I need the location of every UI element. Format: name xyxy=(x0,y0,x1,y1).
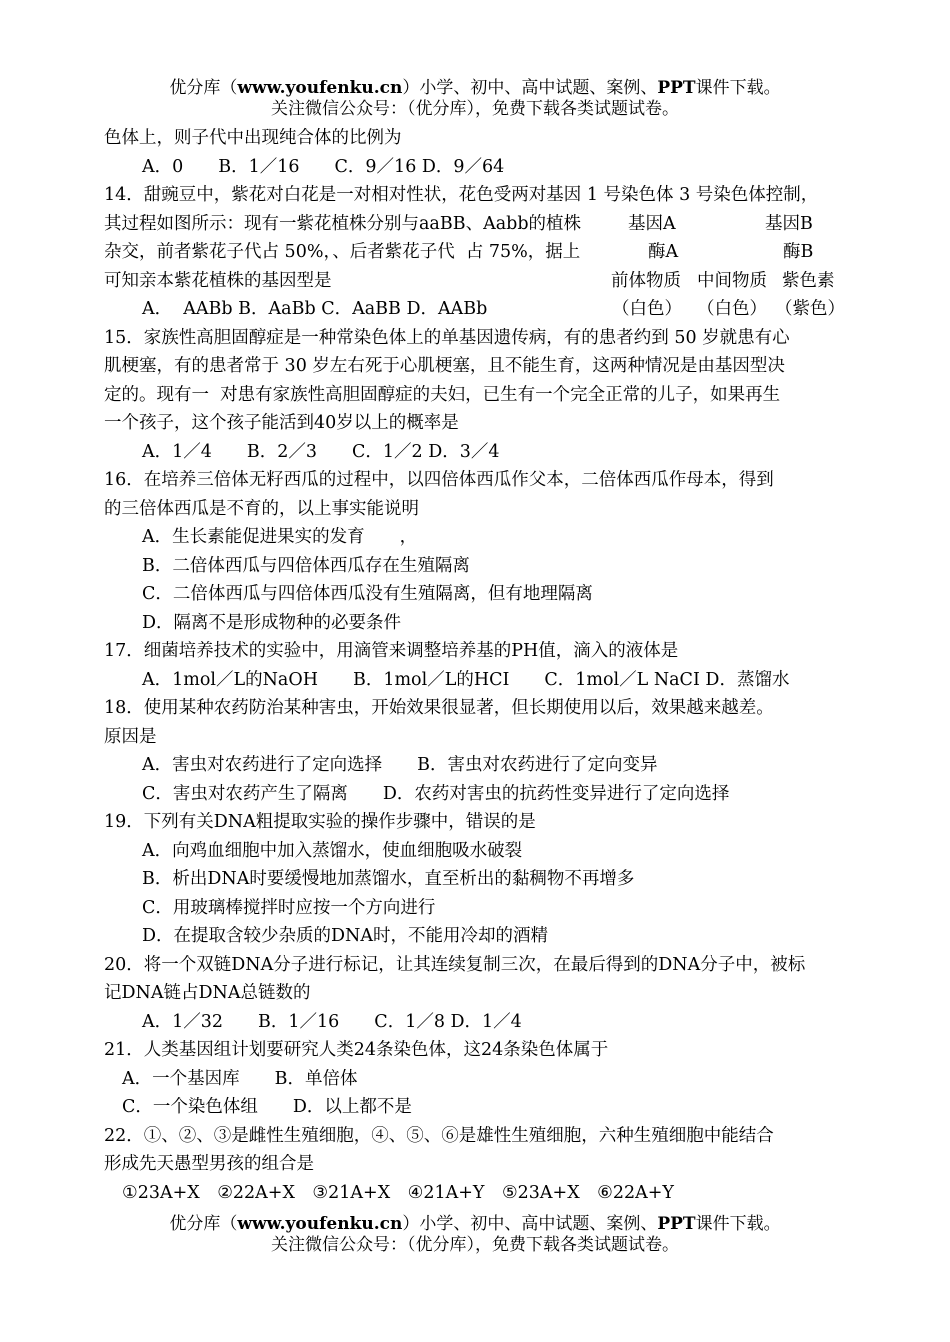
q15-line-3: 定的。现有一 对患有家族性高胆固醇症的夫妇，已生有一个完全正常的儿子，如果再生 xyxy=(104,385,781,405)
footer-line-2: 关注微信公众号：（优分库），免费下载各类试题试卷。 xyxy=(271,1235,679,1255)
q19-option-c: C．用玻璃棒搅拌时应按一个方向进行 xyxy=(142,898,436,918)
q18-options-cd: C．害虫对农药产生了隔离 D．农药对害虫的抗药性变异进行了定向选择 xyxy=(142,784,730,804)
q18-options-ab: A．害虫对农药进行了定向选择 B．害虫对农药进行了定向变异 xyxy=(142,755,658,775)
diagram-gene-b: 基因B xyxy=(765,214,813,234)
footer-text: 课件下载。 xyxy=(695,1214,781,1234)
q16-line-1: 16．在培养三倍体无籽西瓜的过程中，以四倍体西瓜作父本，二倍体西瓜作母本，得到 xyxy=(104,470,774,490)
diagram-precursor: 前体物质 xyxy=(611,271,681,291)
q19-line-1: 19．下列有关DNA粗提取实验的操作步骤中，错误的是 xyxy=(104,812,536,832)
q13-continuation: 色体上，则子代中出现纯合体的比例为 xyxy=(104,128,402,148)
footer-line-1 xyxy=(0,1214,950,1234)
diagram-enzyme-b: 酶B xyxy=(783,242,814,262)
q16-line-2: 的三倍体西瓜是不育的，以上事实能说明 xyxy=(104,499,419,519)
q21-options-ab: A．一个基因库 B．单倍体 xyxy=(122,1069,358,1089)
q14-options: A． AABb B．AaBb C．AaBB D．AABb xyxy=(142,299,488,319)
header-line-1 xyxy=(0,78,950,98)
q16-option-a: A．生长素能促进果实的发育 ， xyxy=(142,527,418,547)
header-site-link[interactable]: www.youfenku.cn xyxy=(237,78,403,98)
q21-options-cd: C．一个染色体组 D．以上都不是 xyxy=(122,1097,412,1117)
q20-options: A．1／32 B．1／16 C．1／8 D．1／4 xyxy=(142,1012,522,1032)
diagram-purple-color: （紫色） xyxy=(775,299,845,319)
header-text: ）小学、初中、高中试题、案例、 xyxy=(402,78,658,98)
q14-line-4: 可知亲本紫花植株的基因型是 xyxy=(104,271,332,291)
q14-line-3: 杂交，前者紫花子代占 50%，、后者紫花子代 占 75%，据上 xyxy=(104,242,581,262)
footer-text: PPT xyxy=(657,1214,696,1234)
q22-line-1: 22．①、②、③是雌性生殖细胞，④、⑤、⑥是雄性生殖细胞，六种生殖细胞中能结合 xyxy=(104,1126,774,1146)
q17-line-1: 17．细菌培养技术的实验中，用滴管来调整培养基的PH值，滴入的液体是 xyxy=(104,641,679,661)
diagram-enzyme-a: 酶A xyxy=(648,242,679,262)
q18-line-2: 原因是 xyxy=(104,727,157,747)
q14-line-1: 14．甜豌豆中，紫花对白花是一对相对性状，花色受两对基因 1 号染色体 3 号染色体控制， xyxy=(104,185,819,205)
header-text: 优分库（ xyxy=(169,78,238,98)
q20-line-1: 20．将一个双链DNA分子进行标记，让其连续复制三次，在最后得到的DNA分子中，被标 xyxy=(104,955,806,975)
q15-options: A．1／4 B．2／3 C．1／2 D．3／4 xyxy=(142,442,500,462)
q19-option-a: A．向鸡血细胞中加入蒸馏水，使血细胞吸水破裂 xyxy=(142,841,523,861)
q15-line-2: 肌梗塞，有的患者常于 30 岁左右死于心肌梗塞，且不能生育，这两种情况是由基因型决 xyxy=(104,356,785,376)
header-text: PPT xyxy=(657,78,696,98)
q19-option-b: B．析出DNA时要缓慢地加蒸馏水，直至析出的黏稠物不再增多 xyxy=(142,869,635,889)
header-text: 课件下载。 xyxy=(695,78,781,98)
q16-option-d: D．隔离不是形成物种的必要条件 xyxy=(142,613,402,633)
q15-line-4: 一个孩子，这个孩子能活到40岁以上的概率是 xyxy=(104,413,459,433)
header-line-2: 关注微信公众号：（优分库），免费下载各类试题试卷。 xyxy=(271,99,679,119)
q20-line-2: 记DNA链占DNA总链数的 xyxy=(104,983,311,1003)
q15-line-1: 15．家族性高胆固醇症是一种常染色体上的单基因遗传病，有的患者约到 50 岁就患有心 xyxy=(104,328,790,348)
footer-text: 优分库（ xyxy=(169,1214,238,1234)
footer-text: ）小学、初中、高中试题、案例、 xyxy=(402,1214,658,1234)
q22-line-2: 形成先天愚型男孩的组合是 xyxy=(104,1154,314,1174)
diagram-intermediate: 中间物质 xyxy=(697,271,767,291)
diagram-purple-pigment: 紫色素 xyxy=(782,271,835,291)
footer-site-link[interactable]: www.youfenku.cn xyxy=(237,1214,403,1234)
q22-items: ①23A+X ②22A+X ③21A+X ④21A+Y ⑤23A+X ⑥22A+Y xyxy=(122,1183,674,1203)
diagram-white-1: （白色） xyxy=(612,299,682,319)
q18-line-1: 18．使用某种农药防治某种害虫，开始效果很显著，但长期使用以后，效果越来越差。 xyxy=(104,698,774,718)
q16-option-b: B．二倍体西瓜与四倍体西瓜存在生殖隔离 xyxy=(142,556,470,576)
q13-options: A．0 B．1／16 C．9／16 D．9／64 xyxy=(142,157,505,177)
q17-options: A．1mol／L的NaOH B．1mol／L的HCI C．1mol／L NaCI D．蒸馏水 xyxy=(142,670,790,690)
q19-option-d: D．在提取含较少杂质的DNA时，不能用冷却的酒精 xyxy=(142,926,549,946)
q21-line-1: 21．人类基因组计划要研究人类24条染色体，这24条染色体属于 xyxy=(104,1040,609,1060)
q16-option-c: C．二倍体西瓜与四倍体西瓜没有生殖隔离，但有地理隔离 xyxy=(142,584,593,604)
q14-line-2: 其过程如图所示：现有一紫花植株分别与aaBB、Aabb的植株 xyxy=(104,214,582,234)
diagram-white-2: （白色） xyxy=(697,299,767,319)
diagram-gene-a: 基因A xyxy=(628,214,676,234)
